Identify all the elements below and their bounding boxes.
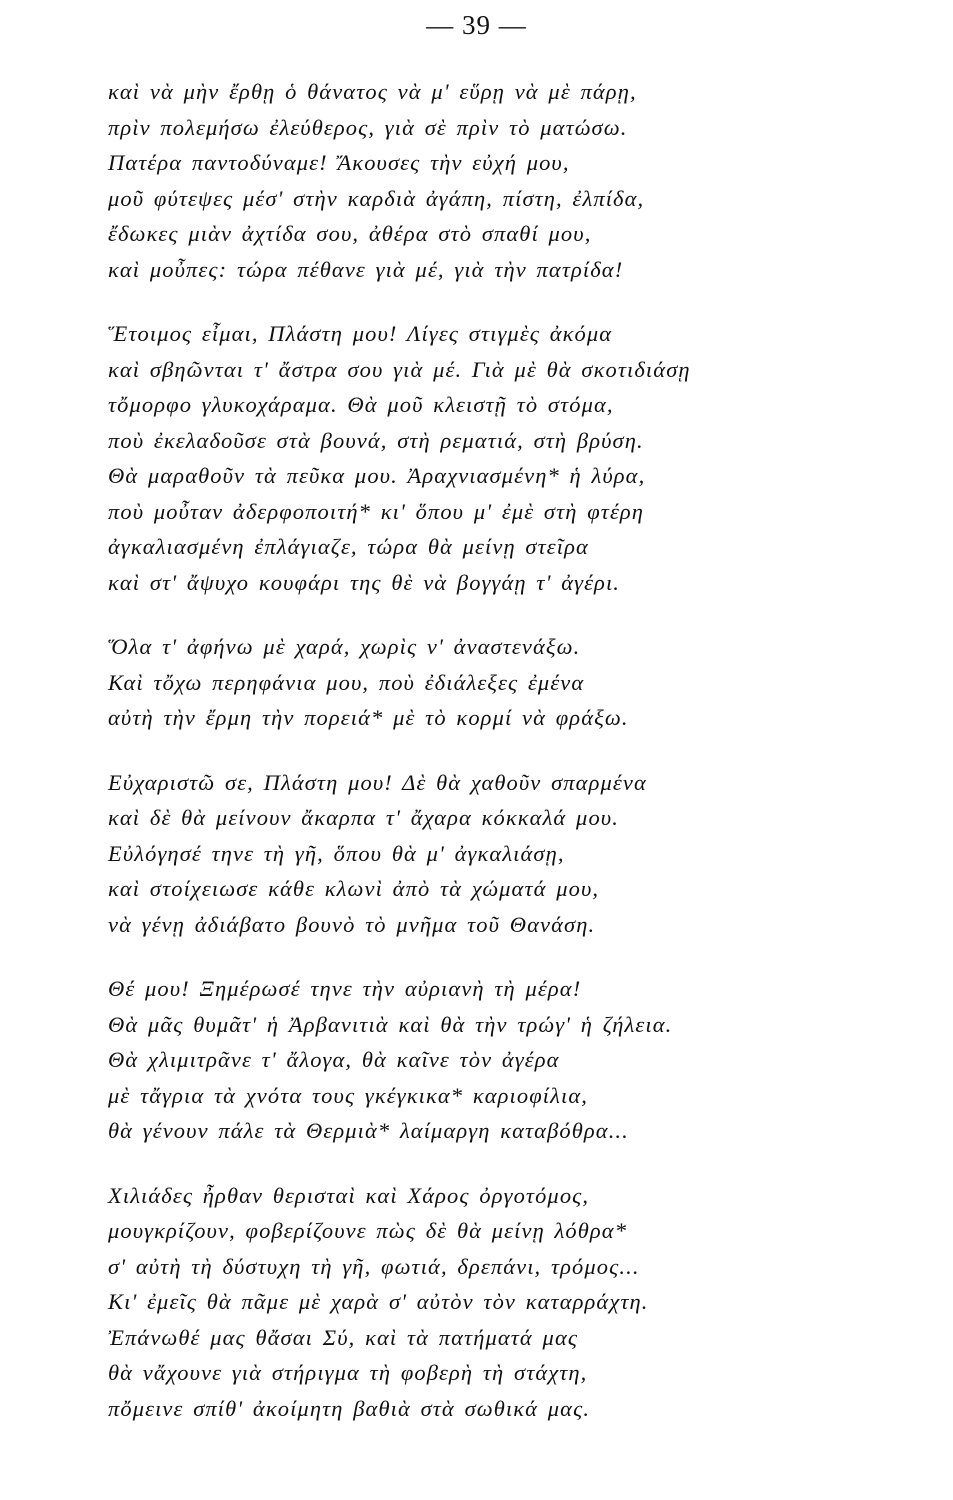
poem-line: τὄμορφο γλυκοχάραμα. Θὰ μοῦ κλειστῇ τὸ στόμα, xyxy=(108,392,614,417)
stanza xyxy=(108,765,898,943)
stanza xyxy=(108,316,898,600)
poem-line: καὶ στοίχειωσε κάθε κλωνὶ ἀπὸ τὰ χώματά μου, xyxy=(108,876,600,901)
poem-line: καὶ σβηῶνται τ' ἄστρα σου γιὰ μέ. Γιὰ μὲ θὰ σκοτιδιάσῃ xyxy=(108,356,691,382)
poem-line: Ἕτοιμος εἶμαι, Πλάστη μου! Λίγες στιγμὲς ἀκόμα xyxy=(108,321,613,346)
stanza xyxy=(108,1178,898,1427)
poem-line: μοῦ φύτεψες μέσ' στὴν καρδιὰ ἀγάπη, πίστη, ἐλπίδα, xyxy=(108,185,645,211)
poem-line: μουγκρίζουν, φοβερίζουνε πὼς δὲ θὰ μείνῃ λόθρα* xyxy=(108,1218,628,1243)
poem-line: Θὰ μαραθοῦν τὰ πεῦκα μου. Ἀραχνιασμένη* ἡ λύρα, xyxy=(108,463,646,488)
poem-line: μὲ τἄγρια τὰ χνότα τους γκέγκικα* καριοφίλια, xyxy=(108,1082,588,1108)
poem-line: αὐτὴ τὴν ἔρμη τὴν πορειά* μὲ τὸ κορμί νὰ φράξω. xyxy=(108,705,629,730)
poem-line: Πατέρα παντοδύναμε! Ἄκουσες τὴν εὐχή μου, xyxy=(108,150,570,175)
poem-line: καὶ μοὖπες: τώρα πέθανε γιὰ μέ, γιὰ τὴν πατρίδα! xyxy=(108,256,624,282)
poem-line: θὰ γένουν πάλε τὰ Θερμιὰ* λαίμαργη καταβόθρα... xyxy=(108,1118,629,1143)
poem-line: καὶ νὰ μὴν ἔρθῃ ὁ θάνατος νὰ μ' εὕρῃ νὰ μὲ πάρῃ, xyxy=(108,79,637,104)
poem-line: Εὐχαριστῶ σε, Πλάστη μου! Δὲ θὰ χαθοῦν σπαρμένα xyxy=(108,769,647,795)
poem-line: καὶ δὲ θὰ μείνουν ἄκαρπα τ' ἄχαρα κόκκαλά μου. xyxy=(108,805,619,830)
poem-line: καὶ στ' ἄψυχο κουφάρι της θὲ νὰ βογγάῃ τ' ἀγέρι. xyxy=(108,569,621,595)
poem-line: νὰ γένῃ ἀδιάβατο βουνὸ τὸ μνῆμα τοῦ Θανάση. xyxy=(108,911,596,937)
poem-line: Κι' ἐμεῖς θὰ πᾶμε μὲ χαρὰ σ' αὐτὸν τὸν καταρράχτη. xyxy=(108,1289,649,1314)
poem-line: Θὰ μᾶς θυμᾶτ' ἡ Ἀρβανιτιὰ καὶ θὰ τὴν τρώγ' ἡ ζήλεια. xyxy=(108,1011,673,1037)
poem-line: Θὰ χλιμιτρᾶνε τ' ἄλογα, θὰ καῖνε τὸν ἀγέρα xyxy=(108,1047,560,1072)
poem-line: ἔδωκες μιὰν ἀχτίδα σου, ἀθέρα στὸ σπαθί μου, xyxy=(108,221,592,246)
poem-line: πὄμεινε σπίθ' ἀκοίμητη βαθιὰ στὰ σωθικά μας. xyxy=(108,1395,591,1421)
poem-line: Ὅλα τ' ἀφήνω μὲ χαρά, χωρὶς ν' ἀναστενάξω. xyxy=(108,634,581,659)
poem-line: σ' αὐτὴ τὴ δύστυχη τὴ γῆ, φωτιά, δρεπάνι, τρόμος... xyxy=(108,1253,640,1279)
poem-line: Καὶ τὄχω περηφάνια μου, ποὺ ἐδιάλεξες ἐμένα xyxy=(108,669,585,695)
poem-line: Χιλιάδες ἦρθαν θερισταὶ καὶ Χάρος ὀργοτόμος, xyxy=(108,1182,590,1208)
stanza xyxy=(108,971,898,1149)
poem-line: πρὶν πολεμήσω ἐλεύθερος, γιὰ σὲ πρὶν τὸ ματώσω. xyxy=(108,114,628,140)
poem-line: Ἐπάνωθέ μας θἄσαι Σύ, καὶ τὰ πατήματά μας xyxy=(108,1324,579,1350)
poem-line: Θέ μου! Ξημέρωσέ τηνε τὴν αὐριανὴ τὴ μέρα! xyxy=(108,976,582,1001)
poem-text xyxy=(108,74,898,1455)
stanza xyxy=(108,629,898,736)
poem-line: ἀγκαλιασμένη ἐπλάγιαζε, τώρα θὰ μείνῃ στεῖρα xyxy=(108,534,589,559)
poem-line: Εὐλόγησέ τηνε τὴ γῆ, ὅπου θὰ μ' ἀγκαλιάσῃ, xyxy=(108,840,565,866)
poem-line: θὰ νἄχουνε γιὰ στήριγμα τὴ φοβερὴ τὴ στάχτη, xyxy=(108,1360,588,1385)
page-number: — 39 — xyxy=(426,10,527,40)
poem-line: ποὺ ἐκελαδοῦσε στὰ βουνά, στὴ ρεματιά, στὴ βρύση. xyxy=(108,427,644,453)
poem-line: ποὺ μοὖταν ἀδερφοποιτή* κι' ὅπου μ' ἐμὲ στὴ φτέρη xyxy=(108,498,645,524)
stanza xyxy=(108,74,898,287)
